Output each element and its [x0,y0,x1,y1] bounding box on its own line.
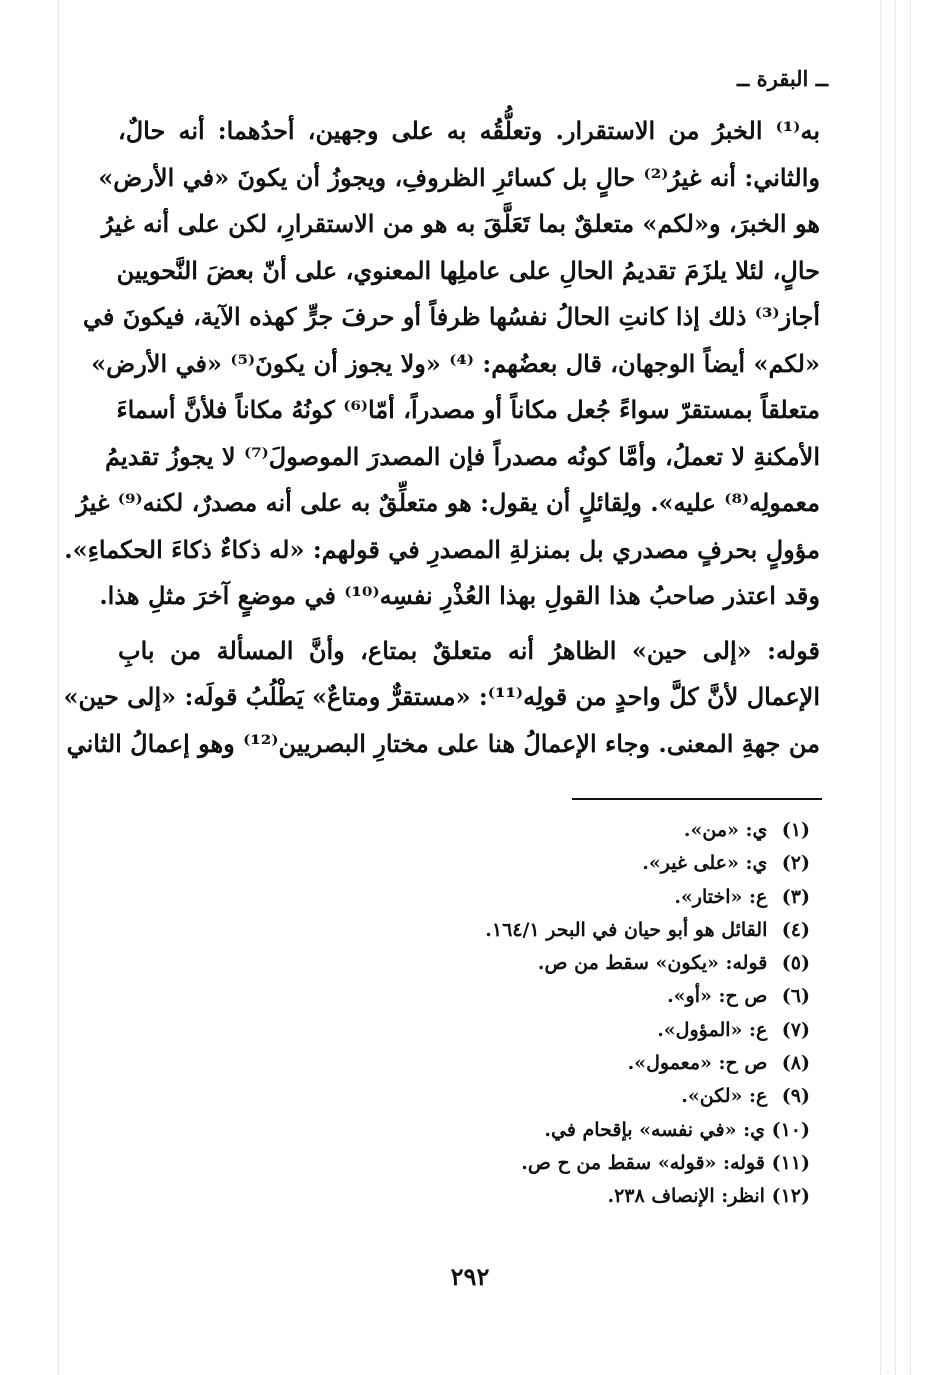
footnote-text: ع: «اختار». [674,885,768,908]
text-line: أجاز⁽³⁾ ذلك إذا كانتِ الحالُ نفسُها ظرفاً أو حرفَ جرٍّ كهذه الآية، فيكونَ في [82,302,820,331]
footnote-number: (١٢) [771,1185,810,1208]
text-line: مؤولٍ بحرفٍ مصدري بل بمنزلةِ المصدرِ في قولهم: «له ذكاءٌ ذكاءَ الحكماءِ». [64,534,820,564]
footnote-text: قوله: «قوله» سقط من ح ص. [521,1151,765,1174]
footnote-item [190,1180,810,1213]
footnote-number: (٧) [781,1018,810,1041]
footnote-number: (٤) [781,918,810,941]
footnote-text: انظر: الإنصاف ٢٣٨. [607,1185,765,1208]
footnote-item [190,1114,810,1147]
text-line: حالٍ، لئلا يلزَمَ تقديمُ الحالِ على عاملِها المعنوي، على أنّ بعضَ النَّحويين [116,255,820,285]
footnote-item [190,980,810,1013]
scan-edge-line [895,0,896,1375]
footnote-text: ي: «من». [683,819,768,841]
paragraph-gap [118,620,820,628]
text-line: به⁽¹⁾ الخبرُ من الاستقرار. وتعلُّقُه به على وجهين، أحدُهما: أنه حالٌ، [118,116,820,145]
footnote-number: (٥) [781,952,810,975]
scan-edge-line [880,0,881,1375]
footnote-item [190,1047,810,1080]
text-line: قوله: «إلى حين» الظاهرُ أنه متعلقٌ بمتاع، وأنَّ المسألة من بابِ [118,635,820,665]
footnote-item [190,881,810,914]
footnote-number: (٨) [781,1052,810,1075]
footnote-number: (٢) [781,852,810,875]
text-line: الأمكنةِ لا تعملُ، وأمَّا كونُه مصدراً فإن المصدرَ الموصولَ⁽⁷⁾ لا يجوزُ تقديمُ [104,441,820,471]
footnote-number: (٦) [781,985,810,1008]
footnote-item [190,1080,810,1113]
text-line: من جهةِ المعنى. وجاء الإعمالُ هنا على مختارِ البصريين⁽¹²⁾ وهو إعمالُ الثاني [66,728,820,758]
footnotes-list [190,814,810,1214]
footnote-text: ي: «في نفسه» بإقحام في. [544,1118,765,1141]
footnote-item [190,914,810,947]
footnote-text: قوله: «يكون» سقط من ص. [537,952,768,975]
text-line: متعلقاً بمستقرّ سواءً جُعل مكاناً أو مصدراً، أمّا⁽⁶⁾ كونُهُ مكاناً فلأنَّ أسماءَ [116,395,820,424]
footnote-text: ع: «المؤول». [657,1018,768,1041]
footnote-number: (٩) [781,1085,810,1108]
footnote-item [190,1147,810,1180]
scan-edge-line [58,0,59,1375]
footnote-number: (١١) [771,1151,810,1174]
footnote-item [190,814,810,847]
text-line: «لكم» أيضاً الوجهان، قال بعضُهم: ⁽⁴⁾ «ولا يجوز أن يكونَ⁽⁵⁾ «في الأرض» [91,348,820,378]
footnote-item [190,1014,810,1047]
footnote-item [190,847,810,880]
scan-edge-line [910,0,911,1375]
footnote-text: ص ح: «معمول». [627,1052,768,1075]
footnote-number: (٣) [781,885,810,908]
paragraph-2 [63,628,820,768]
footnote-text: ي: «على غير». [642,852,768,875]
footnote-text: ع: «لكن». [681,1085,768,1108]
footnote-item [190,947,810,980]
footnote-number: (١) [781,819,810,841]
text-line: والثاني: أنه غيرُ⁽²⁾ حالٍ بل كسائرِ الظروفِ، ويجوزُ أن يكونَ «في الأرض» [98,162,820,192]
main-text [63,108,820,767]
text-line: وقد اعتذر صاحبُ هذا القولِ بهذا العُذْرِ نفسِه⁽¹⁰⁾ في موضعٍ آخرَ مثلِ هذا. [99,581,820,610]
text-line: هو الخبرَ، و«لكم» متعلقٌ بما تَعَلَّقَ به هو من الاستقرارِ، لكن على أنه غيرُ [101,209,820,238]
footnote-number: (١٠) [771,1118,810,1141]
page-number: ٢٩٢ [450,1262,490,1291]
text-line: الإعمال لأنَّ كلَّ واحدٍ من قولِه⁽¹¹⁾: «مستقرٌّ ومتاعٌ» يَطْلُبُ قولَه: «إلى حين» [63,682,820,711]
text-line: معمولِه⁽⁸⁾ عليه». ولِقائلٍ أن يقول: هو متعلِّقٌ به على أنه مصدرٌ، لكنه⁽⁹⁾ غيرُ [76,488,820,517]
footnote-text: القائل هو أبو حيان في البحر ١٦٤/١. [485,918,768,941]
paragraph-1 [64,108,820,620]
running-head: ــ البقرة ــ [736,66,828,91]
footnote-text: ص ح: «أو». [667,985,768,1008]
footnote-separator [572,798,822,800]
